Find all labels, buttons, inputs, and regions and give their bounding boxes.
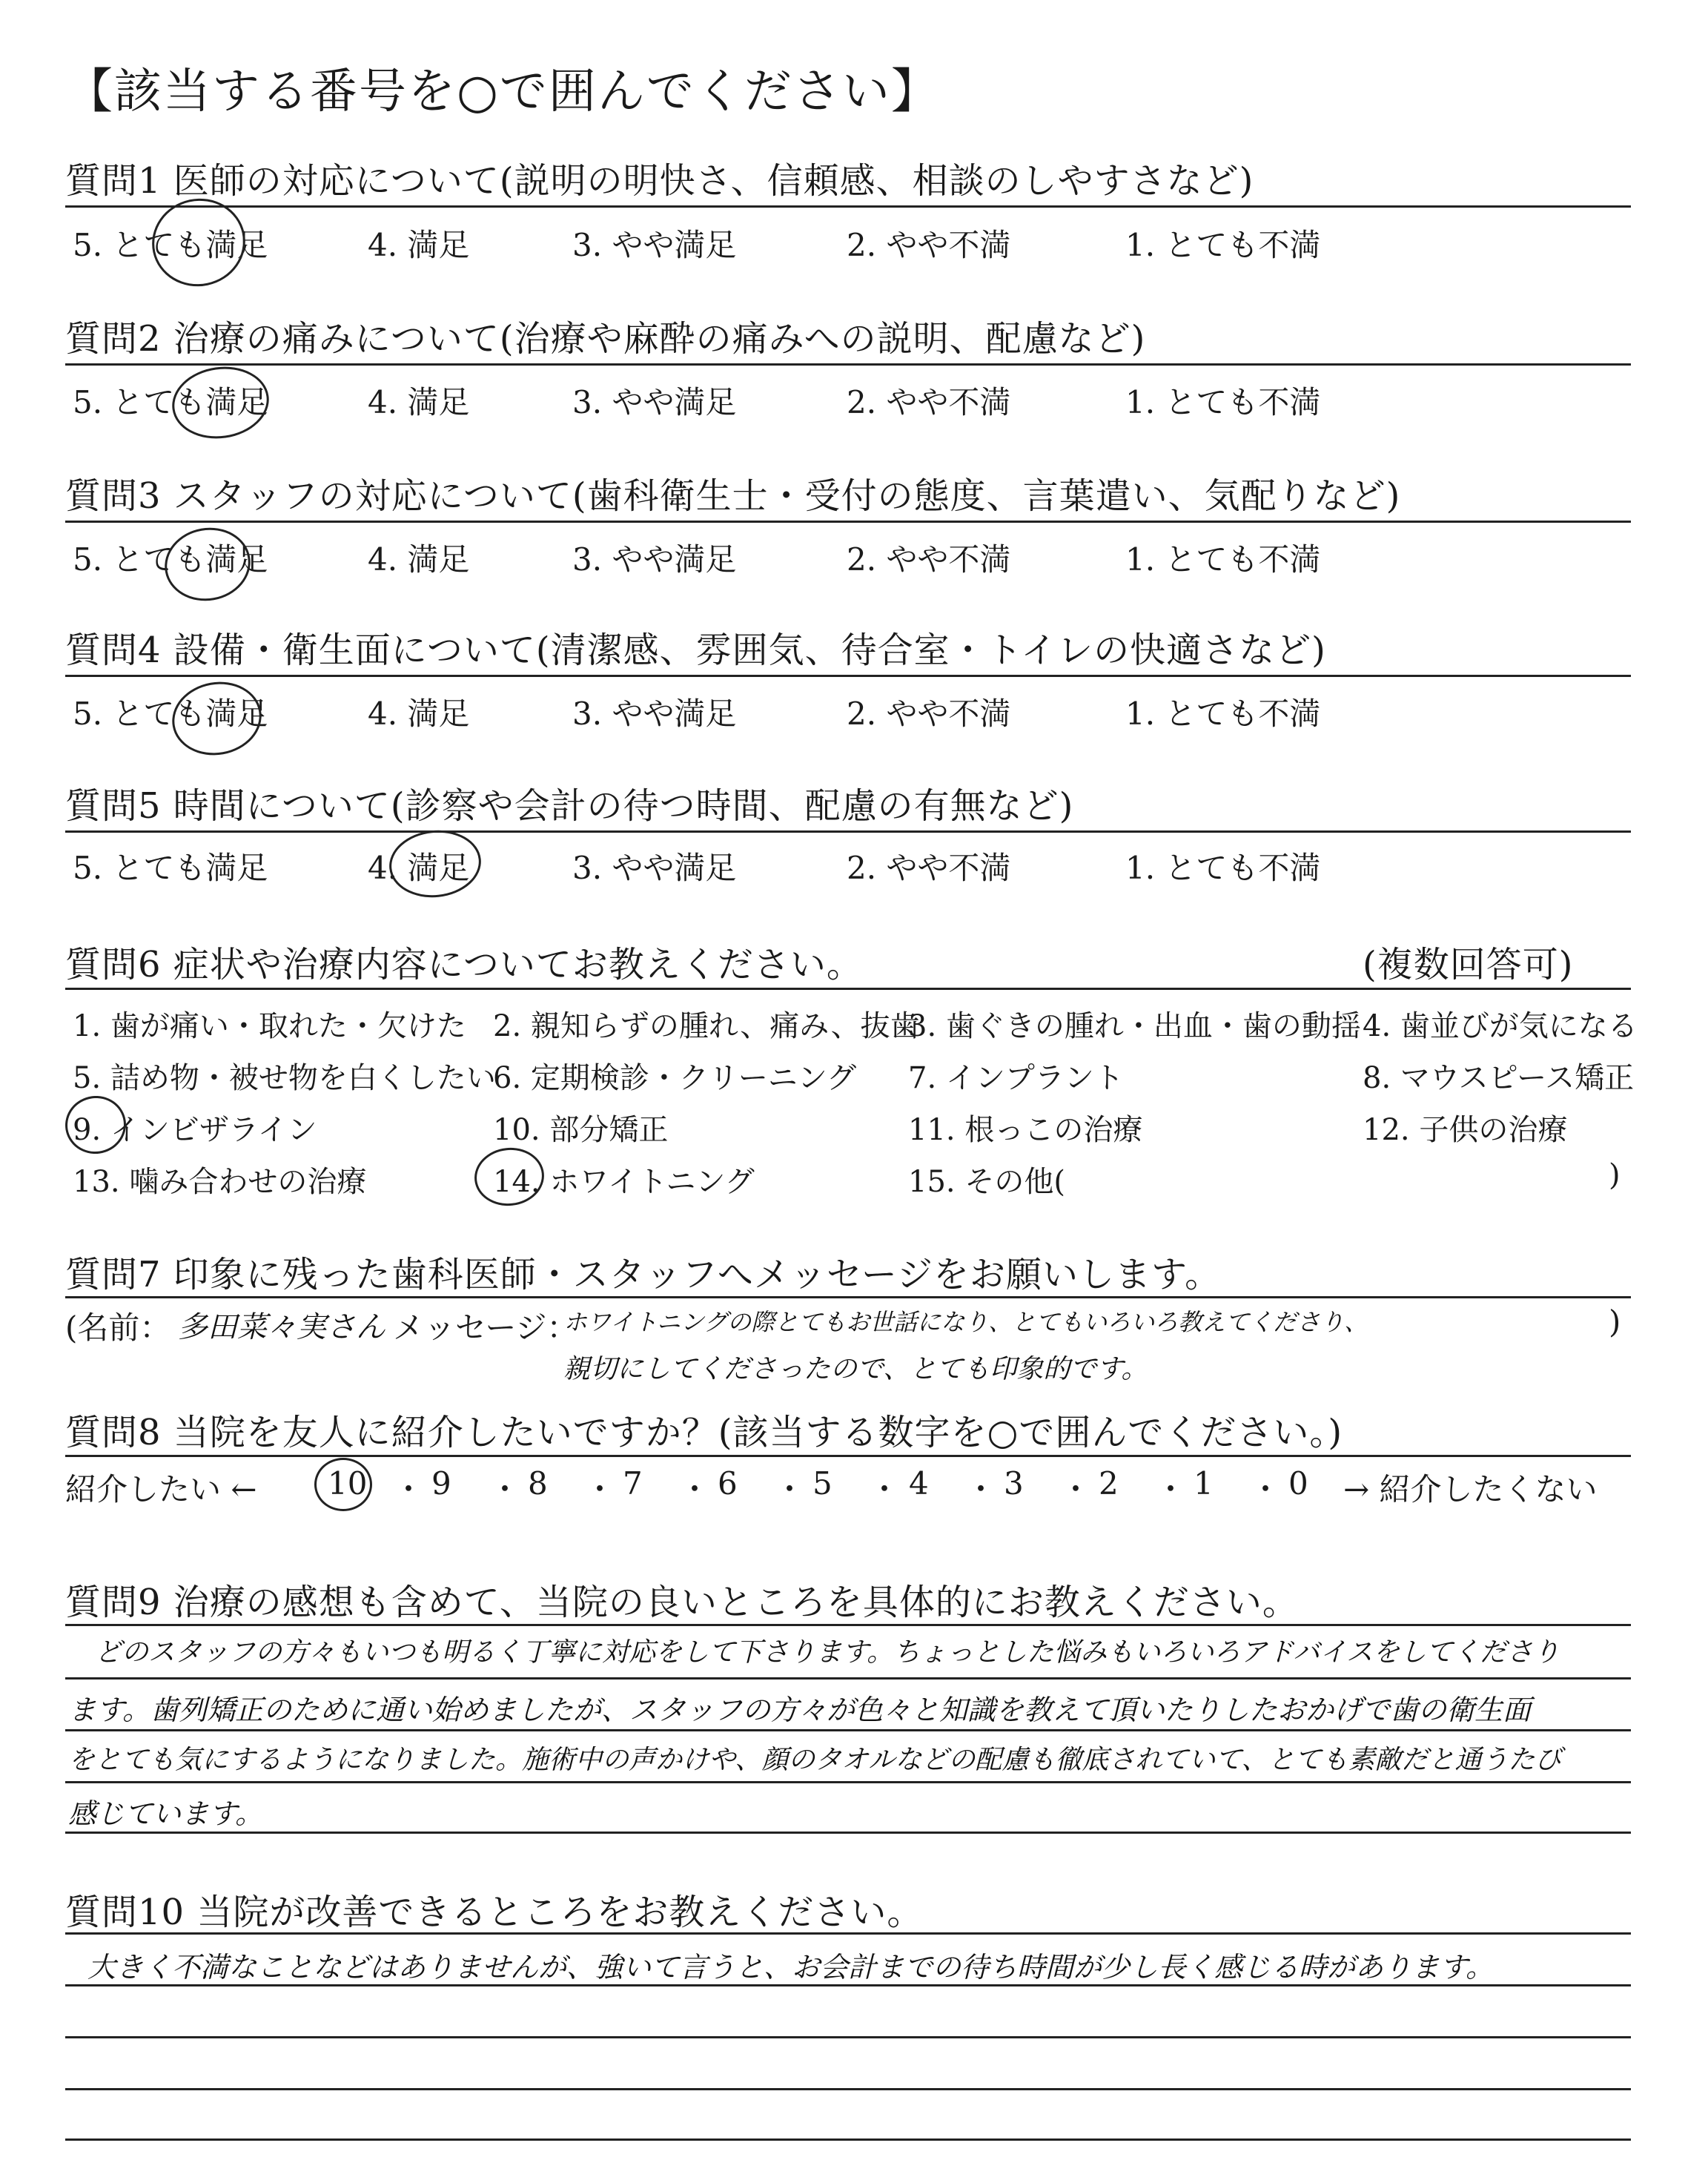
question-2-label: 質問2 治療の痛みについて(治療や麻酔の痛みへの説明、配慮など) — [65, 318, 1146, 360]
message-line-2: 親切にしてくださったので、とても印象的です。 — [563, 1354, 1148, 1384]
selection-circle — [166, 675, 267, 762]
q6-option-3[interactable]: 3. 歯ぐきの腫れ・出血・歯の動揺 — [908, 1009, 1361, 1043]
answer-line — [65, 1729, 1631, 1731]
score-5[interactable]: 5 — [812, 1465, 833, 1502]
answer-line — [65, 2138, 1631, 2141]
answer-line — [65, 2036, 1631, 2038]
divider — [65, 988, 1631, 990]
question-9-label: 質問9 治療の感想も含めて、当院の良いところを具体的にお教えください。 — [65, 1582, 1299, 1623]
staff-name-handwritten: 多田菜々実さん — [178, 1310, 385, 1344]
q3-option-1[interactable]: 1. とても不満 — [1125, 541, 1321, 578]
divider — [65, 1624, 1631, 1626]
question-5-label: 質問5 時間について(診察や会計の待つ時間、配慮の有無など) — [65, 785, 1074, 827]
q6-option-12[interactable]: 12. 子供の治療 — [1363, 1113, 1568, 1147]
q2-option-2[interactable]: 2. やや不満 — [847, 384, 1011, 420]
q10-answer-line-1: 大きく不満なことなどはありませんが、強いて言うと、お会計までの待ち時間が少し長く感じる時があります。 — [87, 1951, 1494, 1984]
q6-option-4[interactable]: 4. 歯並びが気になる — [1363, 1009, 1638, 1043]
question-8-label: 質問8 当院を友人に紹介したいですか？(該当する数字を○で囲んでください。) — [65, 1412, 1343, 1453]
message-label: メッセージ： — [393, 1309, 578, 1346]
recommend-left-label: 紹介したい ← — [65, 1471, 257, 1507]
q6-option-14[interactable]: 14. ホワイトニング — [493, 1165, 755, 1199]
divider — [65, 521, 1631, 523]
divider — [65, 675, 1631, 677]
answer-line — [65, 1984, 1631, 1986]
q6-option-15[interactable]: 15. その他( — [908, 1165, 1065, 1199]
q5-option-3[interactable]: 3. やや満足 — [572, 850, 737, 886]
form-title: 【該当する番号を○で囲んでください】 — [65, 65, 940, 119]
score-8[interactable]: 8 — [528, 1465, 548, 1502]
question-1-label: 質問1 医師の対応について(説明の明快さ、信頼感、相談のしやすさなど) — [65, 160, 1254, 202]
q1-option-5[interactable]: 5. とても満足 — [73, 227, 268, 263]
q6-option-1[interactable]: 1. 歯が痛い・取れた・欠けた — [73, 1009, 466, 1043]
q6-option-11[interactable]: 11. 根っこの治療 — [908, 1113, 1143, 1147]
score-10[interactable]: 10 — [328, 1465, 368, 1502]
name-prefix: (名前： — [65, 1309, 171, 1346]
q6-option-6[interactable]: 6. 定期検診・クリーニング — [493, 1061, 857, 1095]
q3-option-5[interactable]: 5. とても満足 — [73, 541, 268, 578]
score-2[interactable]: 2 — [1099, 1465, 1119, 1502]
divider — [65, 830, 1631, 833]
q1-option-1[interactable]: 1. とても不満 — [1125, 227, 1321, 263]
q4-option-4[interactable]: 4. 満足 — [368, 696, 470, 732]
divider — [65, 1455, 1631, 1457]
question-3-label: 質問3 スタッフの対応について(歯科衛生士・受付の態度、言葉遣い、気配りなど) — [65, 475, 1401, 517]
q9-answer-line-1: どのスタッフの方々もいつも明るく丁寧に対応をして下さります。ちょっとした悩みもいろいろアドバイスをしてくださり — [95, 1637, 1560, 1668]
q9-answer-line-2: ます。歯列矯正のために通い始めましたが、スタッフの方々が色々と知識を教えて頂いたりしたおかげで歯の衛生面 — [68, 1694, 1531, 1726]
question-7-label: 質問7 印象に残った歯科医師・スタッフへメッセージをお願いします。 — [65, 1254, 1222, 1295]
q6-option-13[interactable]: 13. 噛み合わせの治療 — [73, 1165, 367, 1199]
q2-option-5[interactable]: 5. とても満足 — [73, 384, 268, 420]
question-10-label: 質問10 当院が改善できるところをお教えください。 — [65, 1892, 924, 1933]
divider — [65, 1932, 1631, 1935]
divider — [65, 1296, 1631, 1298]
divider — [65, 363, 1631, 366]
selection-circle — [168, 360, 274, 444]
divider — [65, 205, 1631, 208]
q2-option-4[interactable]: 4. 満足 — [368, 384, 470, 420]
name-suffix: ) — [1609, 1304, 1621, 1340]
q6-option-8[interactable]: 8. マウスピース矯正 — [1363, 1061, 1635, 1095]
q5-option-5[interactable]: 5. とても満足 — [73, 850, 268, 886]
q3-option-4[interactable]: 4. 満足 — [368, 541, 470, 578]
q2-option-1[interactable]: 1. とても不満 — [1125, 384, 1321, 420]
q6-option-5[interactable]: 5. 詰め物・被せ物を白くしたい — [73, 1061, 496, 1095]
q6-option-15-close: ) — [1609, 1158, 1621, 1192]
score-3[interactable]: 3 — [1004, 1465, 1024, 1502]
score-0[interactable]: 0 — [1288, 1465, 1308, 1502]
answer-line — [65, 1781, 1631, 1783]
question-6-label: 質問6 症状や治療内容についてお教えください。 — [65, 944, 863, 985]
q9-answer-line-3: をとても気にするようになりました。施術中の声かけや、顔のタオルなどの配慮も徹底されていて、とても素敵だと通うたび — [68, 1745, 1562, 1775]
q3-option-3[interactable]: 3. やや満足 — [572, 541, 737, 578]
q5-option-1[interactable]: 1. とても不満 — [1125, 850, 1321, 886]
score-7[interactable]: 7 — [623, 1465, 643, 1502]
q9-answer-line-4: 感じています。 — [68, 1797, 263, 1830]
score-9[interactable]: 9 — [431, 1465, 451, 1502]
answer-line — [65, 1832, 1631, 1834]
q5-option-2[interactable]: 2. やや不満 — [847, 850, 1011, 886]
q3-option-2[interactable]: 2. やや不満 — [847, 541, 1011, 578]
q4-option-5[interactable]: 5. とても満足 — [73, 696, 268, 732]
q4-option-1[interactable]: 1. とても不満 — [1125, 696, 1321, 732]
selection-circle — [314, 1458, 372, 1511]
q6-option-10[interactable]: 10. 部分矯正 — [493, 1113, 669, 1147]
score-6[interactable]: 6 — [718, 1465, 738, 1502]
q4-option-2[interactable]: 2. やや不満 — [847, 696, 1011, 732]
q4-option-3[interactable]: 3. やや満足 — [572, 696, 737, 732]
q2-option-3[interactable]: 3. やや満足 — [572, 384, 737, 420]
q6-option-2[interactable]: 2. 親知らずの腫れ、痛み、抜歯 — [493, 1009, 920, 1043]
q6-option-9[interactable]: 9. インビザライン — [73, 1113, 317, 1147]
q5-option-4[interactable]: 4. 満足 — [368, 850, 470, 886]
question-4-label: 質問4 設備・衛生面について(清潔感、雰囲気、待合室・トイレの快適さなど) — [65, 630, 1326, 671]
score-4[interactable]: 4 — [909, 1465, 929, 1502]
selection-circle — [159, 521, 256, 608]
q1-option-3[interactable]: 3. やや満足 — [572, 227, 737, 263]
answer-line — [65, 1677, 1631, 1680]
answer-line — [65, 2088, 1631, 2090]
message-line-1: ホワイトニングの際とてもお世話になり、とてもいろいろ教えてくださり、 — [563, 1308, 1368, 1336]
score-1[interactable]: 1 — [1194, 1465, 1214, 1502]
q6-option-7[interactable]: 7. インプラント — [908, 1061, 1124, 1095]
selection-circle — [386, 826, 485, 902]
q1-option-2[interactable]: 2. やや不満 — [847, 227, 1011, 263]
multiple-answer-note: (複数回答可) — [1363, 944, 1574, 985]
recommend-right-label: → 紹介したくない — [1343, 1471, 1598, 1507]
q1-option-4[interactable]: 4. 満足 — [368, 227, 470, 263]
